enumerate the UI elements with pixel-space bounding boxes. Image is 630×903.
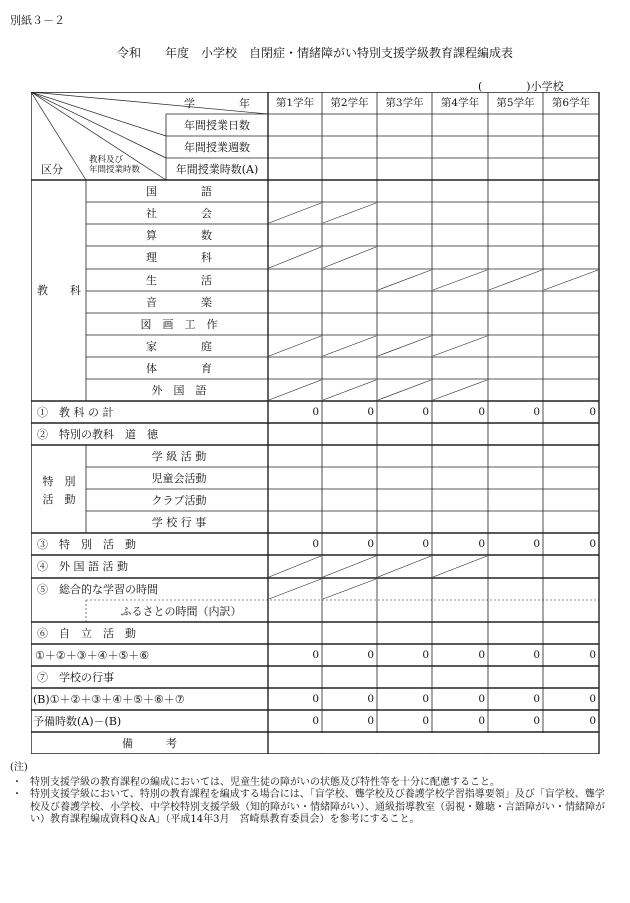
- cell-value: 0: [422, 537, 429, 550]
- cell-value: 0: [367, 714, 374, 727]
- school-name-field[interactable]: ( )小学校: [478, 80, 564, 93]
- cell-value: 0: [422, 648, 429, 661]
- grade-header: 第5学年: [496, 96, 535, 109]
- header-days-label: 年間授業日数: [184, 118, 250, 132]
- curriculum-table: [31, 92, 601, 754]
- subject-label: 国 語: [146, 184, 212, 198]
- cell-value: 0: [589, 537, 596, 550]
- cell-value: 0: [478, 714, 485, 727]
- special-total-label: ③ 特 別 活 動: [37, 537, 136, 551]
- notes-section: [10, 762, 614, 827]
- subject-total-label: ① 教 科 の 計: [37, 405, 114, 419]
- na-slash: [433, 556, 487, 577]
- header-grade-label: 学 年: [184, 96, 250, 110]
- cell-value: 0: [478, 537, 485, 550]
- na-slash: [323, 247, 376, 268]
- special-activity-label: 学 校 行 事: [151, 515, 207, 529]
- cell-value: 0: [533, 692, 540, 705]
- note-item: ・ 特別支援学級において、特別の教育課程を編成する場合には、「盲学校、聾学校及び養護学校学習指導要領」及び「盲学校、聾学校及び養護学校、小学校、中学校特別支援学級（知的障がい・情緒障がい）、通級指導教室（弱視・難聴・言語障がい・情緒障がい）教育課程編成資料Q＆A」（平成14年3月 宮崎県教育委員会）を参考にすること。: [12, 789, 605, 825]
- notes-heading: (注): [10, 762, 28, 773]
- cell-value: 0: [478, 405, 485, 418]
- na-slash: [323, 380, 376, 400]
- sum-b-label: (B)①＋②＋③＋④＋⑤＋⑥＋⑦: [33, 692, 185, 706]
- subject-label: 体 育: [146, 361, 212, 375]
- special-activity-label: クラブ活動: [151, 493, 207, 507]
- note-item-text: 特別支援学級において、特別の教育課程を編成する場合には、「盲学校、聾学校及び養護学校学習指導要領」及び「盲学校、聾学校及び養護学校、小学校、中学校特別支援学級（知的障がい・情緒障がい）、通級指導教室（弱視・難聴・言語障がい・情緒障がい）教育課程編成資料Q＆A」（平成14年3月 宮崎県教育委員会）を参考にすること。: [30, 789, 605, 825]
- cell-value: 0: [533, 537, 540, 550]
- na-slash: [269, 203, 321, 223]
- grade-header: 第1学年: [275, 96, 315, 109]
- cell-value: 0: [589, 405, 596, 418]
- na-slash: [378, 270, 431, 290]
- subject-label: 生 活: [146, 273, 212, 287]
- header-hours-label: 年間授業時数(A): [175, 162, 259, 176]
- cell-value: 0: [533, 714, 540, 727]
- hometown-label: ふるさとの時間（内訳）: [120, 604, 242, 618]
- special-activity-label: 児童会活動: [151, 471, 207, 485]
- sum-label: ①＋②＋③＋④＋⑤＋⑥: [35, 648, 150, 662]
- cell-value: 0: [422, 405, 429, 418]
- cell-value: 0: [367, 537, 374, 550]
- grade-header: 第4学年: [440, 96, 480, 109]
- sheet-label: 別紙３－２: [10, 14, 65, 27]
- na-slash: [433, 336, 487, 356]
- na-slash: [269, 556, 321, 577]
- cell-value: 0: [589, 692, 596, 705]
- sub-label: 教科及び 年間授業時数: [89, 155, 141, 175]
- cell-value: 0: [312, 537, 319, 550]
- na-slash: [433, 380, 487, 400]
- subject-label: 理 科: [146, 250, 212, 264]
- cell-value: 0: [533, 405, 540, 418]
- cell-value: 0: [589, 648, 596, 661]
- cell-value: 0: [367, 648, 374, 661]
- cell-value: 0: [533, 648, 540, 661]
- na-slash: [378, 380, 431, 400]
- grade-header: 第6学年: [551, 96, 591, 109]
- subject-label: 算 数: [146, 228, 212, 242]
- na-slash: [544, 270, 598, 290]
- category-label: 区分: [41, 162, 63, 176]
- na-slash: [323, 556, 376, 577]
- na-slash: [269, 380, 321, 400]
- special-group-label: 特 別 活 動: [42, 475, 76, 506]
- cell-value: 0: [478, 692, 485, 705]
- header-weeks-label: 年間授業週数: [184, 140, 250, 154]
- na-slash: [433, 270, 487, 290]
- cell-value: 0: [367, 692, 374, 705]
- subject-label: 図 画 工 作: [140, 317, 218, 331]
- grade-header: 第2学年: [330, 96, 369, 109]
- moral-label: ② 特別の教科 道 徳: [37, 427, 158, 441]
- foreign-activity-label: ④ 外 国 語 活 動: [37, 559, 128, 573]
- na-slash: [269, 579, 321, 599]
- note-item: ・ 特別支援学級の教育課程の編成においては、児童生徒の障がいの状態及び特性等を十分に配慮すること。: [12, 776, 500, 788]
- subject-label: 外 国 語: [151, 383, 207, 397]
- subject-label: 社 会: [146, 206, 212, 220]
- subjects-group-label: 教 科: [37, 284, 81, 297]
- integrated-study-label: ⑤ 総合的な学習の時間: [37, 582, 158, 596]
- spare-hours-label: 予備時数(A)－(B): [33, 714, 122, 728]
- cell-value: 0: [367, 405, 374, 418]
- cell-value: 0: [312, 405, 319, 418]
- na-slash: [489, 270, 542, 290]
- na-slash: [269, 336, 321, 356]
- independence-label: ⑥ 自 立 活 動: [37, 626, 136, 640]
- na-slash: [269, 247, 321, 268]
- na-slash: [323, 336, 376, 356]
- grade-header: 第3学年: [385, 96, 424, 109]
- na-slash: [378, 336, 431, 356]
- subject-label: 家 庭: [146, 339, 212, 353]
- document-title: 令和 年度 小学校 自閉症・情緒障がい特別支援学級教育課程編成表: [116, 46, 513, 60]
- cell-value: 0: [422, 714, 429, 727]
- cell-value: 0: [312, 692, 319, 705]
- subject-label: 音 楽: [146, 295, 212, 309]
- events-label: ⑦ 学校の行事: [37, 670, 114, 684]
- remarks-input[interactable]: [269, 733, 598, 753]
- cell-value: 0: [422, 692, 429, 705]
- cell-value: 0: [312, 714, 319, 727]
- na-slash: [323, 203, 376, 223]
- cell-value: 0: [589, 714, 596, 727]
- cell-value: 0: [478, 648, 485, 661]
- note-item-text: 特別支援学級の教育課程の編成においては、児童生徒の障がいの状態及び特性等を十分に配慮すること。: [30, 776, 500, 788]
- cell-value: 0: [312, 648, 319, 661]
- remarks-label: 備 考: [122, 736, 177, 750]
- na-slash: [323, 579, 376, 599]
- na-slash: [378, 556, 431, 577]
- special-activity-label: 学 級 活 動: [151, 449, 207, 463]
